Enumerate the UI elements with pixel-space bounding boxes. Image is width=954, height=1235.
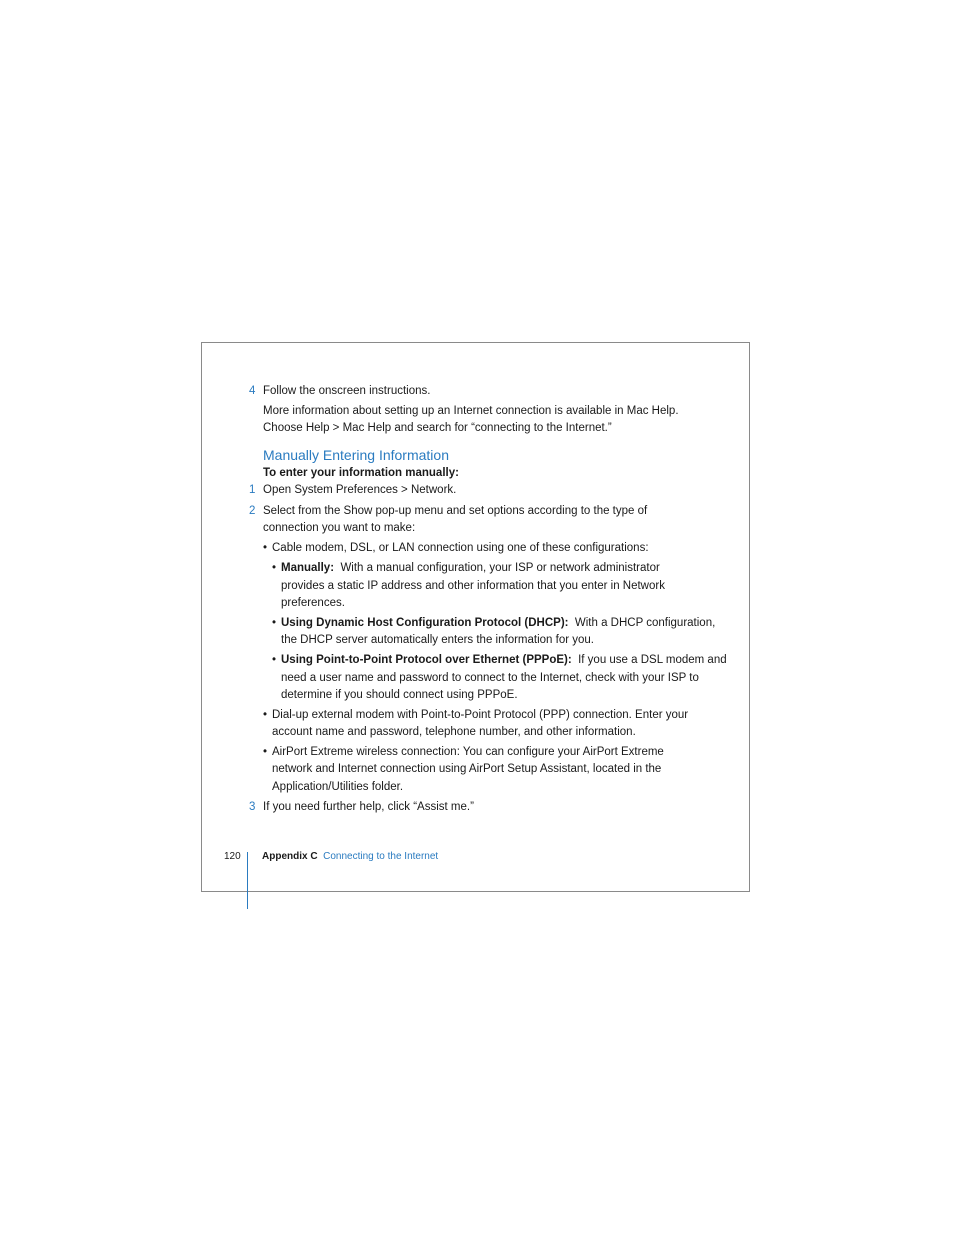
dialup-line-2: account name and password, telephone number, and other information. <box>272 726 636 738</box>
manually-line-3: preferences. <box>281 597 345 609</box>
step-number-3: 3 <box>249 801 256 813</box>
bullet-marker: • <box>272 617 277 629</box>
pppoe-line-1 <box>281 652 727 669</box>
step-1-text: Open System Preferences > Network. <box>263 484 457 496</box>
manually-line-1 <box>281 560 660 577</box>
bullet-marker: • <box>263 709 268 721</box>
dhcp-line-2: the DHCP server automatically enters the information for you. <box>281 634 594 646</box>
section-heading: Manually Entering Information <box>263 447 449 463</box>
airport-line-1: AirPort Extreme wireless connection: You can configure your AirPort Extreme <box>272 746 664 758</box>
pppoe-line-3: determine if you should connect using PPPoE. <box>281 689 518 701</box>
footer-divider <box>247 852 248 909</box>
airport-line-3: Application/Utilities folder. <box>272 781 404 793</box>
pppoe-term: Using Point-to-Point Protocol over Ethernet (PPPoE): <box>281 654 572 666</box>
section-subheading: To enter your information manually: <box>263 467 459 479</box>
footer-appendix-label: Appendix C <box>262 851 318 862</box>
airport-line-2: network and Internet connection using AirPort Setup Assistant, located in the <box>272 763 662 775</box>
bullet-marker: • <box>272 562 277 574</box>
step-4-text: Follow the onscreen instructions. <box>263 385 431 397</box>
step-2-line-1: Select from the Show pop-up menu and set options according to the type of <box>263 505 648 517</box>
manually-term: Manually: <box>281 562 335 574</box>
step-2-line-2: connection you want to make: <box>263 522 416 534</box>
dhcp-line-1-text: With a DHCP configuration, <box>574 617 716 629</box>
step-number-4: 4 <box>249 385 256 397</box>
pppoe-line-2: need a user name and password to connect to the Internet, check with your ISP to <box>281 672 699 684</box>
manually-line-1-text: With a manual configuration, your ISP or network administrator <box>340 562 660 574</box>
cable-bullet-text: Cable modem, DSL, or LAN connection using one of these configurations: <box>272 542 649 554</box>
more-info-line-2: Choose Help > Mac Help and search for “connecting to the Internet.” <box>263 422 612 434</box>
dhcp-term: Using Dynamic Host Configuration Protocol (DHCP): <box>281 617 569 629</box>
dhcp-line-1 <box>281 615 715 632</box>
page-number: 120 <box>224 851 241 862</box>
manually-line-2: provides a static IP address and other information that you enter in Network <box>281 580 665 592</box>
bullet-marker: • <box>263 746 268 758</box>
bullet-marker: • <box>272 654 277 666</box>
more-info-line-1: More information about setting up an Internet connection is available in Mac Help. <box>263 405 679 417</box>
footer-chapter-title: Connecting to the Internet <box>323 851 439 862</box>
footer-chapter <box>262 850 438 864</box>
pppoe-line-1-text: If you use a DSL modem and <box>578 654 727 666</box>
step-3-text: If you need further help, click “Assist me.” <box>263 801 474 813</box>
step-number-2: 2 <box>249 505 256 517</box>
dialup-line-1: Dial-up external modem with Point-to-Point Protocol (PPP) connection. Enter your <box>272 709 689 721</box>
step-number-1: 1 <box>249 484 256 496</box>
bullet-marker: • <box>263 542 268 554</box>
